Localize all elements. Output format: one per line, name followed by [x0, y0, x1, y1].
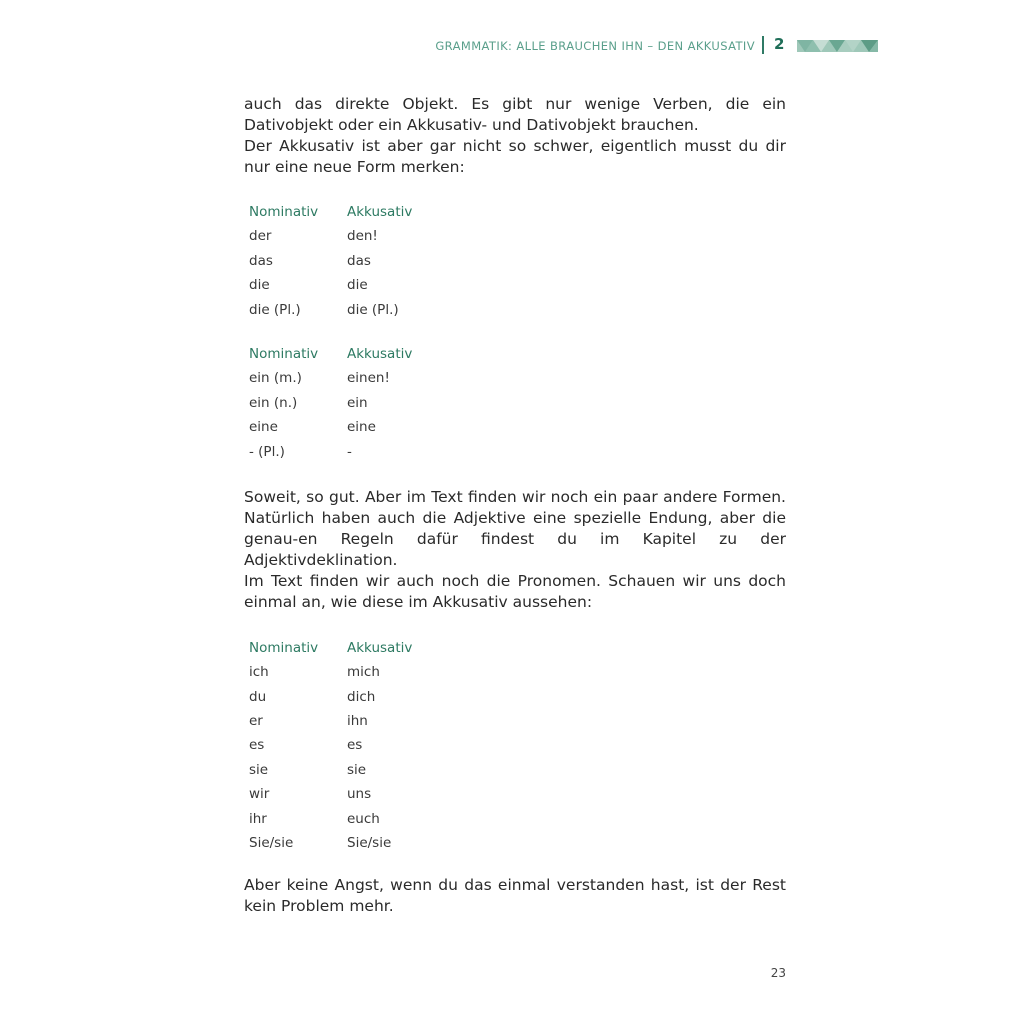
table-header-row — [249, 342, 786, 366]
running-header — [0, 34, 1024, 58]
akkusativ-cell: uns — [347, 786, 372, 803]
table-row — [249, 415, 786, 439]
nominativ-cell: ich — [249, 664, 269, 681]
page-body — [244, 94, 786, 917]
nominativ-cell: - (Pl.) — [249, 443, 285, 460]
table-row — [249, 831, 786, 855]
page-number: 23 — [770, 966, 786, 980]
middle-line-2: Im Text finden wir auch noch die Pronomen. Schauen wir uns doch einmal an, wie diese im Akkusativ aussehen: — [244, 571, 786, 611]
middle-paragraph — [244, 487, 786, 613]
header-nominativ: Nominativ — [249, 639, 319, 656]
nominativ-cell: du — [249, 688, 267, 705]
definite-article-table — [249, 200, 786, 322]
table-row — [249, 660, 786, 684]
akkusativ-cell: es — [347, 737, 363, 754]
pronoun-table — [249, 636, 786, 856]
table-row — [249, 807, 786, 831]
nominativ-cell: eine — [249, 419, 278, 436]
akkusativ-cell: dich — [347, 688, 376, 705]
nominativ-cell: der — [249, 228, 272, 245]
table-row — [249, 733, 786, 757]
header-nominativ: Nominativ — [249, 345, 319, 362]
akkusativ-cell: - — [347, 443, 352, 460]
decorative-band — [797, 40, 878, 52]
table-row — [249, 782, 786, 806]
akkusativ-cell: den! — [347, 228, 378, 245]
table-row — [249, 685, 786, 709]
table-row — [249, 249, 786, 273]
table-header-row — [249, 636, 786, 660]
chapter-number: 2 — [774, 35, 785, 53]
table-header-row — [249, 200, 786, 224]
middle-line-1: Soweit, so gut. Aber im Text finden wir noch ein paar andere Formen. Natürlich haben auch die Adjektive eine spezielle Endung, aber die genau-en Regeln dafür findest du im Kapitel zu der Adjektivdeklination. — [244, 487, 786, 569]
chapter-title: GRAMMATIK: ALLE BRAUCHEN IHN – DEN AKKUSATIV — [435, 39, 755, 53]
table-row — [249, 391, 786, 415]
nominativ-cell: sie — [249, 761, 269, 778]
table-row — [249, 366, 786, 390]
nominativ-cell: die (Pl.) — [249, 301, 301, 318]
table-row — [249, 440, 786, 464]
table-row — [249, 758, 786, 782]
akkusativ-cell: die — [347, 277, 368, 294]
table-row — [249, 273, 786, 297]
akkusativ-cell: sie — [347, 761, 367, 778]
header-akkusativ: Akkusativ — [347, 345, 413, 362]
nominativ-cell: ein (n.) — [249, 394, 298, 411]
akkusativ-cell: Sie/sie — [347, 835, 392, 852]
akkusativ-cell: eine — [347, 419, 376, 436]
akkusativ-cell: mich — [347, 664, 380, 681]
nominativ-cell: wir — [249, 786, 270, 803]
akkusativ-cell: ein — [347, 394, 368, 411]
akkusativ-cell: euch — [347, 810, 380, 827]
nominativ-cell: das — [249, 252, 273, 269]
intro-line-1: auch das direkte Objekt. Es gibt nur wenige Verben, die ein Dativobjekt oder ein Akkusativ- und Dativobjekt brauchen. — [244, 95, 786, 134]
header-akkusativ: Akkusativ — [347, 204, 413, 220]
nominativ-cell: es — [249, 737, 265, 754]
nominativ-cell: die — [249, 277, 270, 294]
indefinite-article-table — [249, 342, 786, 464]
closing-text: Aber keine Angst, wenn du das einmal verstanden hast, ist der Rest kein Problem mehr. — [244, 876, 786, 916]
akkusativ-cell: ihn — [347, 713, 368, 730]
table-row — [249, 709, 786, 733]
nominativ-cell: ein (m.) — [249, 370, 302, 387]
nominativ-cell: er — [249, 713, 263, 730]
closing-paragraph — [244, 875, 786, 917]
table-row — [249, 298, 786, 322]
header-divider — [762, 36, 764, 54]
akkusativ-cell: die (Pl.) — [347, 301, 399, 318]
nominativ-cell: Sie/sie — [249, 835, 294, 852]
intro-paragraph — [244, 94, 786, 178]
akkusativ-cell: einen! — [347, 370, 390, 387]
table-row — [249, 224, 786, 248]
header-akkusativ: Akkusativ — [347, 639, 413, 656]
akkusativ-cell: das — [347, 252, 371, 269]
nominativ-cell: ihr — [249, 810, 267, 827]
intro-line-2: Der Akkusativ ist aber gar nicht so schwer, eigentlich musst du dir nur eine neue Form merken: — [244, 137, 786, 176]
header-nominativ: Nominativ — [249, 204, 319, 220]
